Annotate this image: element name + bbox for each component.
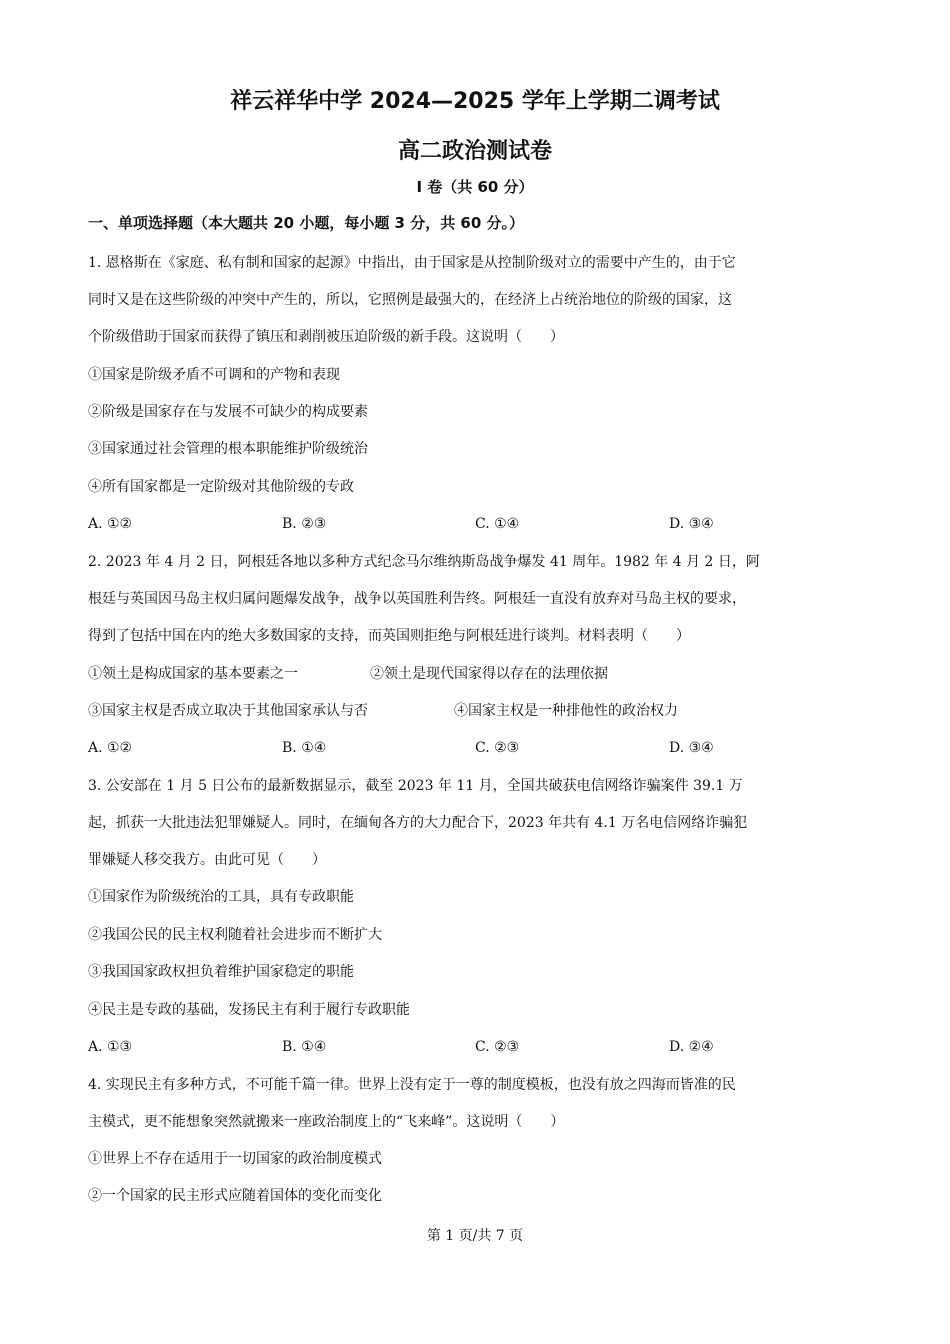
question-3-statement: ①国家作为阶级统治的工具，具有专政职能 — [88, 889, 354, 905]
question-4-statement: ②一个国家的民主形式应随着国体的变化而变化 — [88, 1188, 382, 1204]
option-d[interactable]: D. ③④ — [669, 740, 714, 756]
question-2-stem-line: 2. 2023 年 4 月 2 日，阿根廷各地以多种方式纪念马尔维纳斯岛战争爆发 41 周年。1982 年 4 月 2 日，阿 — [88, 554, 760, 570]
option-b[interactable]: B. ①④ — [282, 740, 327, 756]
question-4-stem-line: 主模式，更不能想象突然就搬来一座政治制度上的“飞来峰”。这说明（ ） — [88, 1114, 565, 1130]
section-heading: 一、单项选择题（本大题共 20 小题，每小题 3 分，共 60 分。） — [88, 214, 525, 232]
page-number: 第 1 页/共 7 页 — [426, 1228, 524, 1244]
question-1-statement: ④所有国家都是一定阶级对其他阶级的专政 — [88, 479, 354, 495]
option-a[interactable]: A. ①② — [88, 516, 133, 532]
option-b[interactable]: B. ②③ — [282, 516, 327, 532]
option-c[interactable]: C. ②③ — [475, 1039, 520, 1055]
exam-subject-title: 高二政治测试卷 — [397, 139, 552, 164]
question-2-stem-line: 根廷与英国因马岛主权归属问题爆发战争，战争以英国胜利告终。阿根廷一直没有放弃对马岛主权的要求， — [88, 591, 746, 607]
question-3-statement: ②我国公民的民主权利随着社会进步而不断扩大 — [88, 927, 382, 943]
question-1-stem-line: 1. 恩格斯在《家庭、私有制和国家的起源》中指出，由于国家是从控制阶级对立的需要中产生的，由于它 — [88, 255, 736, 271]
option-c[interactable]: C. ①④ — [475, 516, 520, 532]
question-1-options — [88, 514, 868, 534]
question-2-statement: ②领土是现代国家得以存在的法理依据 — [370, 666, 608, 682]
question-3-statement: ③我国国家政权担负着维护国家稳定的职能 — [88, 964, 354, 980]
option-a[interactable]: A. ①② — [88, 740, 133, 756]
part-title: I 卷（共 60 分） — [416, 178, 534, 196]
question-1-statement: ③国家通过社会管理的根本职能维护阶级统治 — [88, 441, 368, 457]
question-2-stem-line: 得到了包括中国在内的绝大多数国家的支持，而英国则拒绝与阿根廷进行谈判。材料表明（ ） — [88, 628, 690, 644]
question-2-options — [88, 738, 868, 758]
question-1-stem-line: 同时又是在这些阶级的冲突中产生的，所以，它照例是最强大的，在经济上占统治地位的阶级的国家，这 — [88, 292, 732, 308]
question-3-statement: ④民主是专政的基础，发扬民主有利于履行专政职能 — [88, 1002, 410, 1018]
question-2-statement: ④国家主权是一种排他性的政治权力 — [454, 703, 678, 719]
question-2-statement: ③国家主权是否成立取决于其他国家承认与否 — [88, 703, 368, 719]
question-4-stem-line: 4. 实现民主有多种方式，不可能千篇一律。世界上没有定于一尊的制度模板，也没有放之四海而皆准的民 — [88, 1077, 736, 1093]
question-1-stem-line: 个阶级借助于国家而获得了镇压和剥削被压迫阶级的新手段。这说明（ ） — [88, 329, 564, 345]
option-d[interactable]: D. ②④ — [669, 1039, 714, 1055]
question-3-stem-line: 罪嫌疑人移交我方。由此可见（ ） — [88, 852, 326, 868]
question-4-statement: ①世界上不存在适用于一切国家的政治制度模式 — [88, 1151, 382, 1167]
option-b[interactable]: B. ①④ — [282, 1039, 327, 1055]
question-1-statement: ②阶级是国家存在与发展不可缺少的构成要素 — [88, 404, 368, 420]
question-3-options — [88, 1037, 868, 1057]
option-c[interactable]: C. ②③ — [475, 740, 520, 756]
question-2-statement: ①领土是构成国家的基本要素之一 — [88, 666, 298, 682]
school-exam-title: 祥云祥华中学 2024—2025 学年上学期二调考试 — [230, 89, 720, 114]
option-d[interactable]: D. ③④ — [669, 516, 714, 532]
question-3-stem-line: 3. 公安部在 1 月 5 日公布的最新数据显示，截至 2023 年 11 月，全国共破获电信网络诈骗案件 39.1 万 — [88, 778, 743, 794]
question-3-stem-line: 起，抓获一大批违法犯罪嫌疑人。同时，在缅甸各方的大力配合下，2023 年共有 4.1 万名电信网络诈骗犯 — [88, 815, 748, 831]
question-1-statement: ①国家是阶级矛盾不可调和的产物和表现 — [88, 367, 340, 383]
option-a[interactable]: A. ①③ — [88, 1039, 133, 1055]
